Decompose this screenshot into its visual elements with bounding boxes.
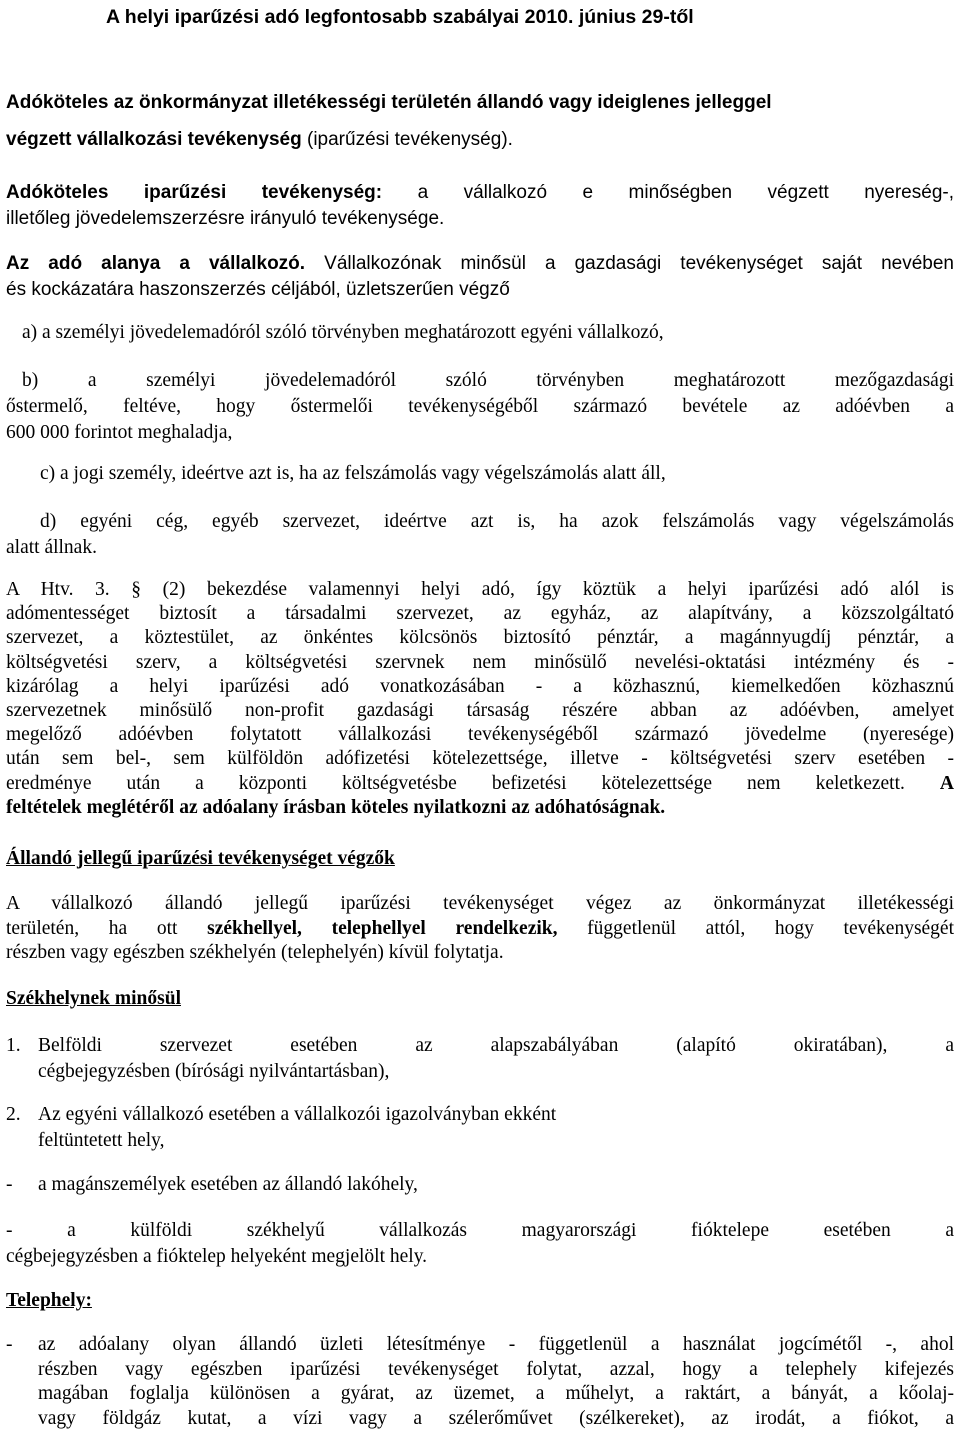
dash-marker: - xyxy=(6,1174,13,1195)
intro-bold: végzett vállalkozási tevékenység xyxy=(6,129,302,150)
list-item-d-line-2: alatt állnak. xyxy=(6,537,97,558)
tax-subject-rest: Vállalkozónak minősül a gazdasági tevékenységet saját nevében xyxy=(305,253,954,274)
list-item-b-line-2: őstermelő, feltéve, hogy őstermelői tevékenységéből származó bevétele az adóévben a xyxy=(6,396,954,417)
list-item-b xyxy=(6,368,954,446)
list-item-d-line-1: d) egyéni cég, egyéb szervezet, ideértve azt is, ha azok felszámolás vagy végelszámolás xyxy=(40,511,954,532)
tax-subject-paragraph xyxy=(6,251,954,303)
taxable-activity-line-1 xyxy=(6,180,954,206)
exemption-bold-line: feltételek meglétéről az adóalany írásban köteles nyilatkozni az adóhatóságnak. xyxy=(6,796,666,818)
page-title: A helyi iparűzési adó legfontosabb szabályai 2010. június 29-től xyxy=(106,6,694,28)
intro-rest: (iparűzési tevékenység). xyxy=(301,129,513,150)
seat-item-2 xyxy=(6,1102,954,1154)
site-paragraph-body xyxy=(38,1333,954,1431)
tax-subject-line-2: és kockázatára haszonszerzés céljából, üzletszerűen végző xyxy=(6,279,510,300)
site-heading: Telephely: xyxy=(6,1290,92,1311)
tax-subject-line-1 xyxy=(6,251,954,277)
seat-item-2-number: 2. xyxy=(6,1104,21,1125)
exemption-line: A Htv. 3. § (2) bekezdése valamennyi helyi adó, így köztük a helyi iparűzési adó alól is xyxy=(6,579,954,600)
taxable-activity-label: Adóköteles iparűzési tevékenység: xyxy=(6,182,383,203)
permanent-activity-heading: Állandó jellegű iparűzési tevékenységet végzők xyxy=(6,848,395,869)
intro-paragraph xyxy=(6,90,954,153)
permanent-line-2: területén, ha ott székhellyel, telephellyel rendelkezik, függetlenül attól, hogy tevékenységét xyxy=(6,917,955,939)
tax-subject-label: Az adó alanya a vállalkozó. xyxy=(6,253,306,274)
list-item-b-line-3: 600 000 forintot meghaladja, xyxy=(6,422,233,443)
permanent-line-1: A vállalkozó állandó jellegű iparűzési tevékenységet végez az önkormányzat illetékességi xyxy=(6,893,954,914)
exemption-paragraph xyxy=(6,578,954,820)
permanent-line-3: részben vagy egészben székhelyén (telephelyén) kívül folytatja. xyxy=(6,942,504,963)
exemption-line: szervezet, a köztestület, az önkéntes kölcsönös biztosító pénztár, a magánnyugdíj pénztár, a xyxy=(6,627,954,649)
seat-dash-item-2: - a külföldi székhelyű vállalkozás magyarországi fióktelepe esetében a cégbejegyzésben a fióktelep helyeként megjelölt hely. xyxy=(6,1220,954,1267)
seat-dash-item-1: - a magánszemélyek esetében az állandó lakóhely, xyxy=(6,1172,954,1198)
taxable-activity-line-2: illetőleg jövedelemszerzésre irányuló tevékenysége. xyxy=(6,208,445,229)
seat-heading: Székhelynek minősül xyxy=(6,988,181,1009)
list-item-c: c) a jogi személy, ideértve azt is, ha az felszámolás vagy végelszámolás alatt áll, xyxy=(40,463,666,484)
exemption-line: megelőző adóévben folytatott vállalkozási tevékenységéből származó jövedelme (nyeresége) xyxy=(6,724,954,746)
seat-item-1 xyxy=(6,1033,954,1085)
site-line: az adóalany olyan állandó üzleti létesítménye - függetlenül a használat jogcímétől -, ahol xyxy=(38,1334,954,1355)
seat-item-2-body: Az egyéni vállalkozó esetében a vállalkozói igazolványban ekként feltüntetett hely, xyxy=(38,1104,557,1151)
exemption-line: adómentességet biztosít a társadalmi szervezet, az egyház, az alapítvány, a közszolgáltató xyxy=(6,603,954,625)
intro-line-2 xyxy=(6,127,954,153)
dash-marker: - xyxy=(6,1334,13,1355)
list-item-d xyxy=(6,509,954,561)
list-item-a: a) a személyi jövedelemadóról szóló törvényben meghatározott egyéni vállalkozó, xyxy=(22,322,664,343)
taxable-activity-rest: a vállalkozó e minőségben végzett nyereség-, xyxy=(417,182,954,203)
exemption-line-last: eredménye után a központi költségvetésbe befizetési kötelezettsége nem keletkezett. A xyxy=(6,772,955,794)
site-line: vagy földgáz kutat, a vízi vagy a szélerőművet (szélkereket), az irodát, a fiókot, a xyxy=(38,1407,954,1429)
site-line: magában foglalja különösen a gyárat, az üzemet, a műhelyt, a raktárt, a bányát, a kőolaj- xyxy=(38,1383,954,1404)
permanent-activity-paragraph xyxy=(6,892,954,966)
site-line: részben vagy egészben iparűzési tevékenységet folytat, azzal, hogy a telephely kifejezés xyxy=(38,1358,954,1380)
intro-line-1: Adóköteles az önkormányzat illetékességi területén állandó vagy ideiglenes jelleggel xyxy=(6,92,772,113)
list-item-b-line-1: b) a személyi jövedelemadóról szóló törvényben meghatározott mezőgazdasági xyxy=(22,370,954,391)
taxable-activity-paragraph xyxy=(6,180,954,232)
seat-item-1-number: 1. xyxy=(6,1035,21,1056)
exemption-line: költségvetési szerv, a költségvetési szervnek nem minősülő nevelési-oktatási intézmény és - xyxy=(6,651,954,673)
seat-item-1-body: Belföldi szervezet esetében az alapszabályában (alapító okiratában), a cégbejegyzésben (bírósági nyilvántartásban), xyxy=(38,1035,954,1082)
site-paragraph xyxy=(6,1333,954,1437)
exemption-line: szervezetnek minősülő non-profit gazdasági társaság részére abban az adóévben, amelyet xyxy=(6,700,954,722)
exemption-line: kizárólag a helyi iparűzési adó vonatkozásában - a közhasznú, kiemelkedően közhasznú xyxy=(6,675,954,697)
exemption-line: után sem bel-, sem külföldön adófizetési kötelezettsége, illetve - költségvetési szerv esetében - xyxy=(6,748,954,770)
